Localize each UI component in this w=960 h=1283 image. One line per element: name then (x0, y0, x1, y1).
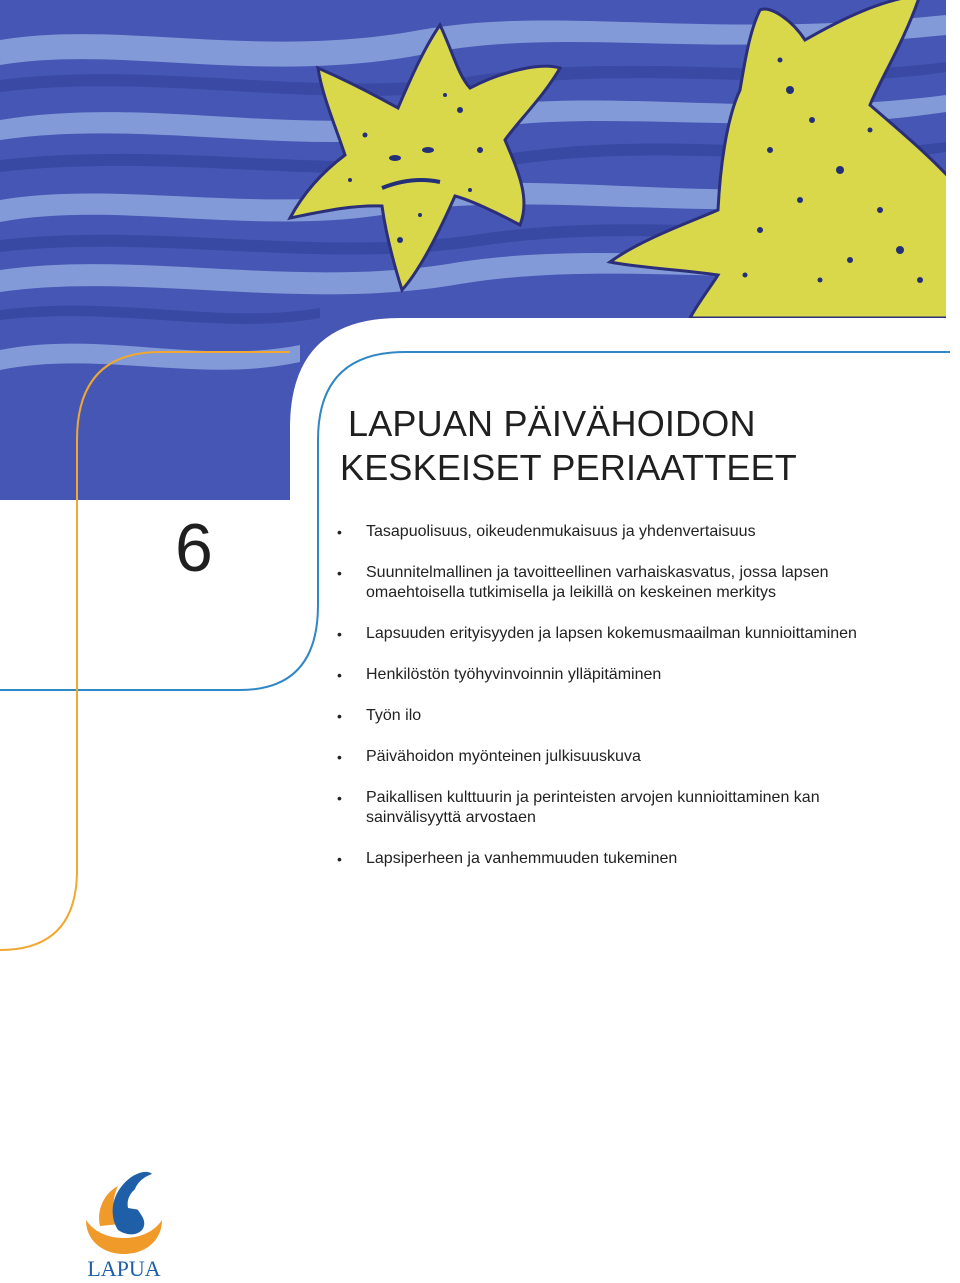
list-item: • Päivähoidon myönteinen julkisuuskuva (337, 748, 641, 765)
bullet-icon: • (337, 749, 342, 765)
page-title-line-2: KESKEISET PERIAATTEET (340, 447, 797, 488)
chapter-number: 6 (175, 510, 213, 586)
list-item: • Paikallisen kulttuurin ja perinteisten arvojen kunnioittaminen kan sainvälisyyttä arvostaen (337, 789, 820, 826)
bullet-icon: • (337, 565, 342, 581)
list-item: • Suunnitelmallinen ja tavoitteellinen varhaiskasvatus, jossa lapsen omaehtoisella tutkimisella ja leikillä on keskeinen merkitys (337, 564, 829, 601)
principles-list (337, 522, 927, 890)
bullet-icon: • (337, 851, 342, 867)
list-item: • Henkilöstön työhyvinvoinnin ylläpitäminen (337, 666, 662, 683)
list-item: • Tasapuolisuus, oikeudenmukaisuus ja yhdenvertaisuus (337, 523, 756, 540)
list-item: • Lapsuuden erityisyyden ja lapsen kokemusmaailman kunnioittaminen (337, 625, 857, 642)
list-item: • Työn ilo (337, 707, 422, 724)
bullet-icon: • (337, 667, 342, 683)
logo-wordmark: LAPUA (87, 1256, 161, 1280)
list-item: • Lapsiperheen ja vanhemmuuden tukeminen (337, 850, 678, 867)
page-title (340, 402, 797, 490)
bullet-icon: • (337, 790, 342, 806)
page-title-line-1: LAPUAN PÄIVÄHOIDON (348, 403, 756, 444)
lapua-logo-icon (78, 1168, 170, 1280)
bullet-icon: • (337, 708, 342, 724)
bullet-icon: • (337, 524, 342, 540)
bullet-icon: • (337, 626, 342, 642)
